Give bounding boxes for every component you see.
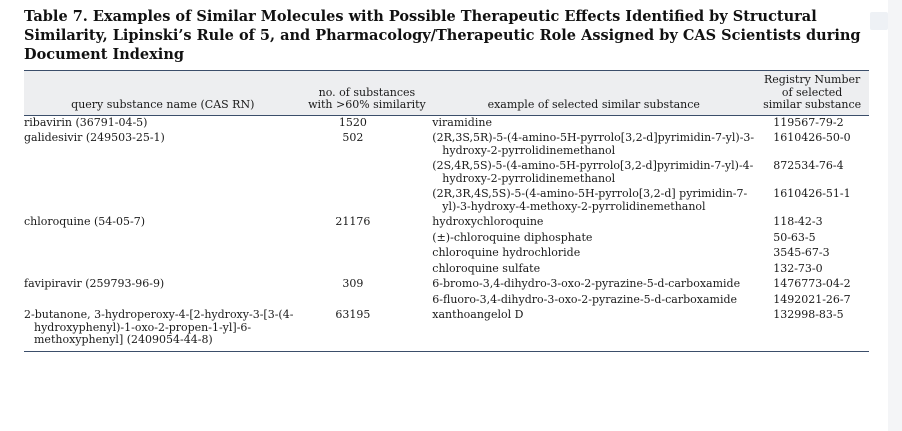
table-row bbox=[24, 308, 869, 351]
header-query: query substance name (CAS RN) bbox=[24, 71, 308, 116]
page-corner-icon bbox=[870, 12, 888, 30]
header-count: no. of substances with >60% similarity bbox=[308, 71, 433, 116]
cell-query-text: favipiravir (259793-96-9) bbox=[24, 277, 165, 290]
cell-example bbox=[432, 277, 761, 293]
cell-query bbox=[24, 262, 308, 278]
cell-example-text: viramidine bbox=[432, 115, 492, 129]
table-row bbox=[24, 231, 869, 247]
header-registry: Registry Number of selected similar substance bbox=[761, 71, 869, 116]
similar-molecules-table bbox=[24, 70, 869, 351]
table-body bbox=[24, 115, 869, 351]
cell-example bbox=[432, 308, 761, 351]
table-row bbox=[24, 131, 869, 159]
cell-registry-text: 1492021-26-7 bbox=[773, 292, 851, 306]
cell-registry bbox=[761, 308, 869, 351]
cell-example-text: chloroquine hydrochloride bbox=[432, 246, 581, 259]
cell-example-text: chloroquine sulfate bbox=[432, 261, 541, 275]
cell-example-text: xanthoangelol D bbox=[432, 308, 524, 321]
cell-example bbox=[432, 159, 761, 187]
cell-registry-text: 132-73-0 bbox=[773, 261, 823, 275]
cell-example bbox=[432, 246, 761, 262]
cell-registry bbox=[761, 187, 869, 215]
table-header-row bbox=[24, 71, 869, 116]
cell-count bbox=[308, 246, 433, 262]
cell-example bbox=[432, 187, 761, 215]
cell-count bbox=[308, 115, 433, 131]
cell-count-text: 309 bbox=[342, 277, 364, 290]
cell-example-text: 6-fluoro-3,4-dihydro-3-oxo-2-pyrazine-5-d-carboxamide bbox=[432, 292, 738, 306]
cell-registry-text: 1610426-51-1 bbox=[773, 187, 851, 200]
cell-count bbox=[308, 131, 433, 159]
cell-example bbox=[432, 115, 761, 131]
cell-registry bbox=[761, 131, 869, 159]
cell-registry bbox=[761, 293, 869, 309]
table-row bbox=[24, 277, 869, 293]
table-row bbox=[24, 187, 869, 215]
table-row bbox=[24, 246, 869, 262]
cell-query bbox=[24, 246, 308, 262]
cell-registry bbox=[761, 277, 869, 293]
cell-count bbox=[308, 308, 433, 351]
cell-example-text: (2R,3S,5R)-5-(4-amino-5H-pyrrolo[3,2-d]pyrimidin-7-yl)-3-hydroxy-2-pyrrolidinemethanol bbox=[432, 131, 755, 157]
cell-registry-text: 50-63-5 bbox=[773, 230, 816, 244]
cell-query-text: 2-butanone, 3-hydroperoxy-4-[2-hydroxy-3-[3-(4-hydroxyphenyl)-1-oxo-2-propen-1-yl]-6-methoxyphenyl] (2409054-44-8) bbox=[24, 308, 294, 346]
cell-example bbox=[432, 231, 761, 247]
cell-example-text: (2S,4R,5S)-5-(4-amino-5H-pyrrolo[3,2-d]pyrimidin-7-yl)-4-hydroxy-2-pyrrolidinemethanol bbox=[432, 159, 754, 185]
table-bottom-rule bbox=[24, 351, 869, 352]
cell-count-text: 1520 bbox=[338, 115, 367, 129]
cell-count bbox=[308, 187, 433, 215]
cell-query bbox=[24, 131, 308, 159]
cell-registry-text: 119567-79-2 bbox=[773, 115, 844, 129]
cell-query bbox=[24, 277, 308, 293]
cell-example bbox=[432, 293, 761, 309]
cell-registry bbox=[761, 262, 869, 278]
cell-example-text: (±)-chloroquine diphosphate bbox=[432, 230, 593, 244]
cell-example-text: (2R,3R,4S,5S)-5-(4-amino-5H-pyrrolo[3,2-d] pyrimidin-7-yl)-3-hydroxy-4-methoxy-2-pyrrolidinemethanol bbox=[432, 187, 748, 213]
table-row bbox=[24, 115, 869, 131]
cell-registry bbox=[761, 215, 869, 231]
cell-query-text: galidesivir (249503-25-1) bbox=[24, 131, 165, 144]
cell-count bbox=[308, 293, 433, 309]
cell-query bbox=[24, 187, 308, 215]
cell-query bbox=[24, 293, 308, 309]
table-row bbox=[24, 159, 869, 187]
cell-registry-text: 1476773-04-2 bbox=[773, 277, 851, 290]
cell-count-text: 63195 bbox=[335, 308, 371, 321]
cell-query bbox=[24, 308, 308, 351]
table-caption: Table 7. Examples of Similar Molecules with Possible Therapeutic Effects Identified by Structural Similarity, Lipinski’s Rule of 5, and Pharmacology/Therapeutic Role Assigned by CAS Scientists during Document Indexing bbox=[24, 8, 861, 63]
cell-query-text: chloroquine (54-05-7) bbox=[24, 215, 146, 228]
cell-query bbox=[24, 231, 308, 247]
cell-query bbox=[24, 215, 308, 231]
cell-registry-text: 1610426-50-0 bbox=[773, 131, 851, 144]
table-row bbox=[24, 293, 869, 309]
cell-registry-text: 3545-67-3 bbox=[773, 246, 830, 259]
cell-count bbox=[308, 159, 433, 187]
cell-example bbox=[432, 215, 761, 231]
cell-registry bbox=[761, 231, 869, 247]
cell-registry bbox=[761, 246, 869, 262]
cell-registry-text: 872534-76-4 bbox=[773, 159, 844, 172]
cell-example-text: hydroxychloroquine bbox=[432, 215, 544, 228]
table-row bbox=[24, 215, 869, 231]
cell-registry bbox=[761, 115, 869, 131]
cell-count-text: 502 bbox=[342, 131, 364, 144]
cell-count bbox=[308, 215, 433, 231]
cell-registry-text: 132998-83-5 bbox=[773, 308, 844, 321]
cell-count-text: 21176 bbox=[335, 215, 371, 228]
cell-example-text: 6-bromo-3,4-dihydro-3-oxo-2-pyrazine-5-d-carboxamide bbox=[432, 277, 741, 290]
cell-count bbox=[308, 231, 433, 247]
cell-example bbox=[432, 262, 761, 278]
cell-query-text: ribavirin (36791-04-5) bbox=[24, 115, 148, 129]
cell-example bbox=[432, 131, 761, 159]
table-row bbox=[24, 262, 869, 278]
cell-count bbox=[308, 262, 433, 278]
cell-registry-text: 118-42-3 bbox=[773, 215, 823, 228]
cell-query bbox=[24, 159, 308, 187]
cell-registry bbox=[761, 159, 869, 187]
cell-query bbox=[24, 115, 308, 131]
page-right-edge bbox=[888, 0, 902, 431]
header-example: example of selected similar substance bbox=[432, 71, 761, 116]
cell-count bbox=[308, 277, 433, 293]
